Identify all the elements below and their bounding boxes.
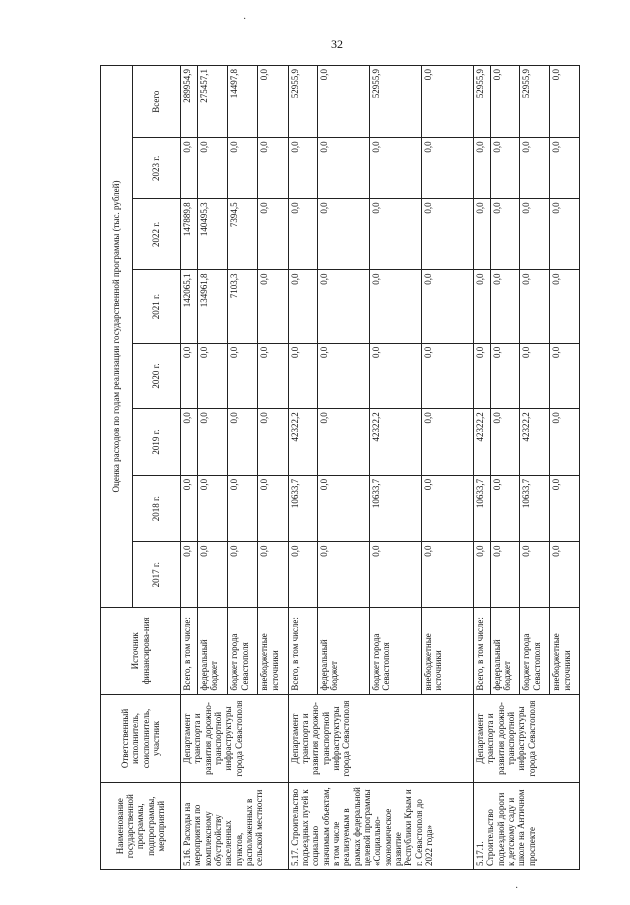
rotated-table-wrapper xyxy=(100,65,580,870)
funding-source: бюджет города Севастополя xyxy=(369,607,421,694)
year-value: 10633,7 xyxy=(288,475,317,542)
year-value: 0,0 xyxy=(228,409,258,476)
funding-source: Всего, в том числе: xyxy=(288,607,317,694)
year-value: 142065,1 xyxy=(181,270,198,343)
year-value: 0,0 xyxy=(317,138,369,199)
total-value: 0,0 xyxy=(490,66,520,138)
year-value: 0,0 xyxy=(288,199,317,270)
year-value: 0,0 xyxy=(197,542,227,608)
year-value: 0,0 xyxy=(421,343,473,409)
year-value: 0,0 xyxy=(288,138,317,199)
year-value: 0,0 xyxy=(317,475,369,542)
header-year: 2022 г. xyxy=(133,199,181,270)
year-value: 0,0 xyxy=(474,542,491,608)
year-value: 0,0 xyxy=(317,343,369,409)
year-value: 0,0 xyxy=(520,343,550,409)
year-value: 0,0 xyxy=(550,270,580,343)
year-value: 134961,8 xyxy=(197,270,227,343)
table-row xyxy=(181,66,198,870)
year-value: 0,0 xyxy=(197,138,227,199)
year-value: 0,0 xyxy=(181,343,198,409)
year-value: 42322,2 xyxy=(520,409,550,476)
funding-source: бюджет города Севастополя xyxy=(228,607,258,694)
year-value: 0,0 xyxy=(550,475,580,542)
year-value: 42322,2 xyxy=(288,409,317,476)
year-value: 0,0 xyxy=(474,343,491,409)
year-value: 0,0 xyxy=(490,270,520,343)
year-value: 0,0 xyxy=(197,409,227,476)
executor-name: Департамент транспорта и развития дорожно-транспортной инфраструктуры города Севастополя xyxy=(474,694,580,783)
year-value: 0,0 xyxy=(490,475,520,542)
year-value: 0,0 xyxy=(317,409,369,476)
year-value: 0,0 xyxy=(421,542,473,608)
total-value: 275457,1 xyxy=(197,66,227,138)
header-year: 2018 г. xyxy=(133,475,181,542)
year-value: 0,0 xyxy=(421,409,473,476)
year-value: 0,0 xyxy=(258,199,288,270)
total-value: 52955,9 xyxy=(474,66,491,138)
header-source: Источник финансирова-ния xyxy=(101,607,181,694)
year-value: 140495,3 xyxy=(197,199,227,270)
measure-name: 5.16. Расходы на мероприятия по комплексному обустройству населенных пунктов, расположенных в сельской местности xyxy=(181,783,289,870)
year-value: 0,0 xyxy=(288,542,317,608)
year-value: 0,0 xyxy=(550,542,580,608)
funding-source: внебюджетные источники xyxy=(258,607,288,694)
year-value: 0,0 xyxy=(181,409,198,476)
total-value: 52955,9 xyxy=(288,66,317,138)
total-value: 14497,8 xyxy=(228,66,258,138)
table-row xyxy=(474,66,491,870)
year-value: 42322,2 xyxy=(474,409,491,476)
year-value: 0,0 xyxy=(258,138,288,199)
year-value: 0,0 xyxy=(421,138,473,199)
year-value: 0,0 xyxy=(181,542,198,608)
header-estimate: Оценка расходов по годам реализации государственной программы (тыс. рублей) xyxy=(101,66,133,608)
funding-source: Всего, в том числе: xyxy=(181,607,198,694)
year-value: 0,0 xyxy=(181,475,198,542)
funding-source: Всего, в том числе: xyxy=(474,607,491,694)
header-year: 2020 г. xyxy=(133,343,181,409)
scan-speck: · xyxy=(515,883,519,894)
measure-name: 5.17. Строительство подъездных путей к социально значимым объектам, в том числе реализуемым в рамках федеральной целевой программы «Социально-экономическое развитие Республики Крым и г. Севастополя до 2022 года» xyxy=(288,783,473,870)
year-value: 0,0 xyxy=(520,199,550,270)
year-value: 0,0 xyxy=(369,343,421,409)
header-executor: Ответственный исполнитель, соисполнитель, участник xyxy=(101,694,181,783)
year-value: 0,0 xyxy=(550,199,580,270)
year-value: 0,0 xyxy=(258,270,288,343)
year-value: 0,0 xyxy=(317,270,369,343)
funding-source: федеральный бюджет xyxy=(197,607,227,694)
year-value: 0,0 xyxy=(288,270,317,343)
year-value: 10633,7 xyxy=(369,475,421,542)
year-value: 0,0 xyxy=(490,199,520,270)
year-value: 0,0 xyxy=(317,542,369,608)
year-value: 0,0 xyxy=(258,475,288,542)
year-value: 0,0 xyxy=(520,542,550,608)
total-value: 0,0 xyxy=(550,66,580,138)
scan-speck: · xyxy=(243,14,247,25)
year-value: 0,0 xyxy=(288,343,317,409)
year-value: 0,0 xyxy=(369,138,421,199)
funding-source: федеральный бюджет xyxy=(317,607,369,694)
header-year: 2017 г. xyxy=(133,542,181,608)
year-value: 0,0 xyxy=(369,199,421,270)
expenses-table xyxy=(100,65,580,870)
header-year: 2021 г. xyxy=(133,270,181,343)
total-value: 52955,9 xyxy=(369,66,421,138)
year-value: 0,0 xyxy=(550,138,580,199)
year-value: 0,0 xyxy=(258,542,288,608)
year-value: 42322,2 xyxy=(369,409,421,476)
header-year: 2023 г. xyxy=(133,138,181,199)
year-value: 0,0 xyxy=(520,270,550,343)
year-value: 0,0 xyxy=(228,138,258,199)
table-body xyxy=(181,66,580,870)
total-value: 289954,9 xyxy=(181,66,198,138)
year-value: 0,0 xyxy=(197,475,227,542)
year-value: 0,0 xyxy=(228,343,258,409)
year-value: 0,0 xyxy=(421,199,473,270)
total-value: 0,0 xyxy=(258,66,288,138)
header-name: Наименование государственной программы, подпрограммы, мероприятий xyxy=(101,783,181,870)
total-value: 52955,9 xyxy=(520,66,550,138)
year-value: 0,0 xyxy=(550,409,580,476)
year-value: 10633,7 xyxy=(520,475,550,542)
total-value: 0,0 xyxy=(421,66,473,138)
table-row xyxy=(288,66,317,870)
year-value: 0,0 xyxy=(317,199,369,270)
year-value: 0,0 xyxy=(520,138,550,199)
year-value: 0,0 xyxy=(197,343,227,409)
year-value: 0,0 xyxy=(550,343,580,409)
year-value: 7103,3 xyxy=(228,270,258,343)
funding-source: федеральный бюджет xyxy=(490,607,520,694)
executor-name: Департамент транспорта и развития дорожно-транспортной инфраструктуры города Севастополя xyxy=(181,694,289,783)
year-value: 0,0 xyxy=(490,542,520,608)
header-total: Всего xyxy=(133,66,181,138)
year-value: 0,0 xyxy=(369,542,421,608)
funding-source: внебюджетные источники xyxy=(550,607,580,694)
year-value: 0,0 xyxy=(369,270,421,343)
year-value: 7394,5 xyxy=(228,199,258,270)
executor-name: Департамент транспорта и развития дорожно-транспортной инфраструктуры города Севастополя xyxy=(288,694,473,783)
year-value: 0,0 xyxy=(474,270,491,343)
funding-source: бюджет города Севастополя xyxy=(520,607,550,694)
year-value: 0,0 xyxy=(181,138,198,199)
total-value: 0,0 xyxy=(317,66,369,138)
year-value: 0,0 xyxy=(474,138,491,199)
year-value: 10633,7 xyxy=(474,475,491,542)
funding-source: внебюджетные источники xyxy=(421,607,473,694)
year-value: 0,0 xyxy=(258,343,288,409)
year-value: 0,0 xyxy=(228,475,258,542)
year-value: 0,0 xyxy=(421,270,473,343)
year-value: 0,0 xyxy=(228,542,258,608)
page-number: 32 xyxy=(331,37,343,51)
year-value: 0,0 xyxy=(490,138,520,199)
year-value: 0,0 xyxy=(490,409,520,476)
year-value: 0,0 xyxy=(421,475,473,542)
year-value: 0,0 xyxy=(258,409,288,476)
year-value: 0,0 xyxy=(474,199,491,270)
year-value: 147889,8 xyxy=(181,199,198,270)
header-year: 2019 г. xyxy=(133,409,181,476)
measure-name: 5.17.1. Строительство подъездной дороги к детскому саду и школе на Античном проспекте xyxy=(474,783,580,870)
year-value: 0,0 xyxy=(490,343,520,409)
